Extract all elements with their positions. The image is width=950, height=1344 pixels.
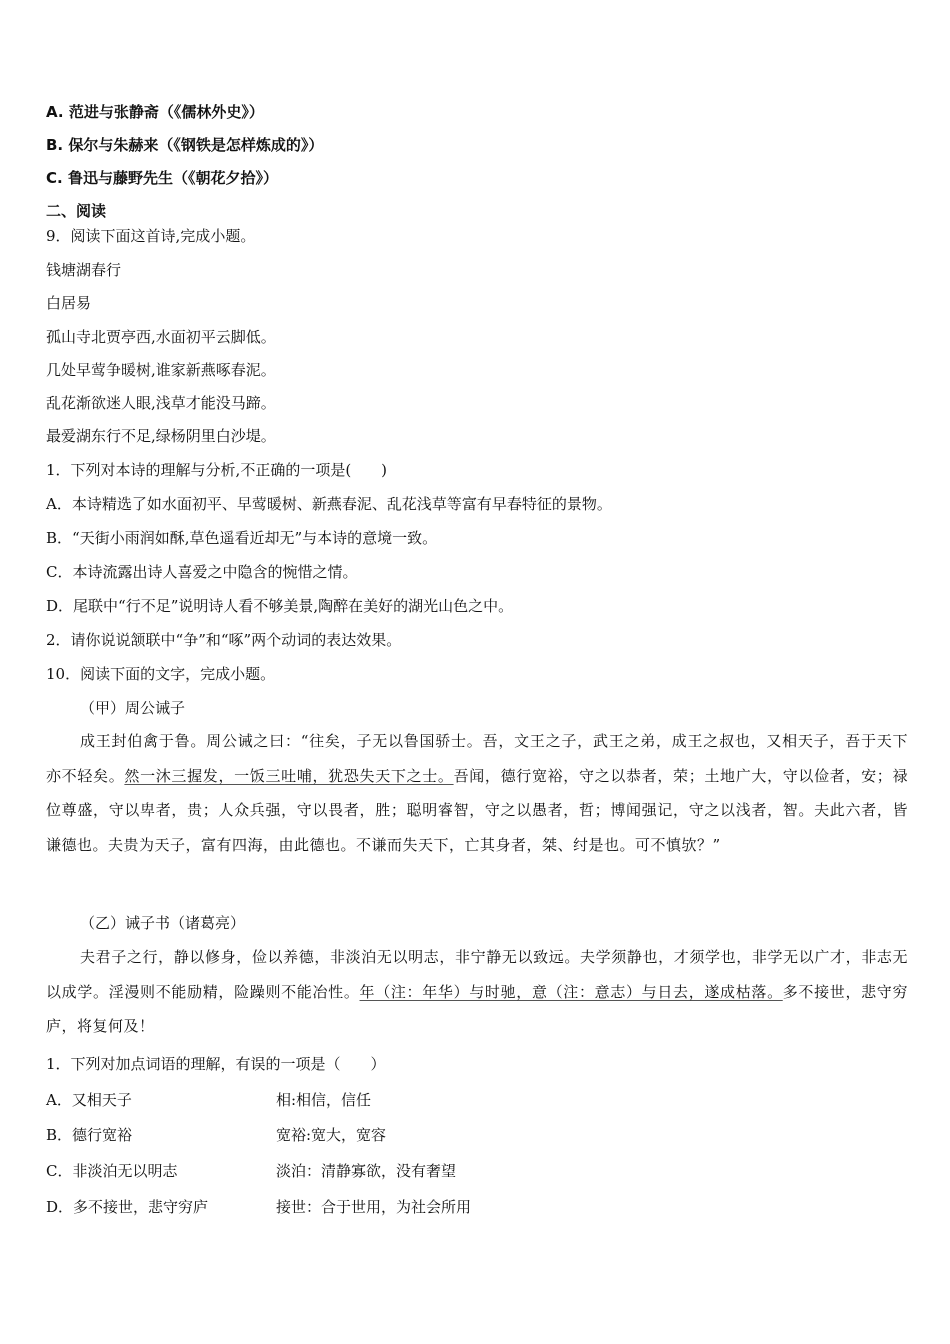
q10-sub1-option-a: [46, 1090, 906, 1110]
option-letter: A.: [46, 103, 64, 121]
poem-line: 几处早莺争暖树,谁家新燕啄春泥。: [46, 361, 276, 379]
passage-b-text-1: 夫君子之行，静以修身，俭以养德，非淡泊无以明志，非宁静无以致远。夫学须静也，才须学也，非学无以广才，非志无以成学。淫漫则不能励精，险躁则不能冶性。: [46, 948, 908, 1001]
passage-a-body: [46, 724, 908, 862]
poem-title: 钱塘湖春行: [46, 261, 122, 279]
option-text: 保尔与朱赫来（《钢铁是怎样炼成的》）: [68, 136, 324, 154]
q9-sub1-option-b: B．“天街小雨润如酥,草色遥看近却无”与本诗的意境一致。: [46, 529, 438, 547]
passage-b-underlined-sentence: 年（注：年华）与时驰，意（注：意志）与日去，遂成枯落。: [359, 982, 783, 1001]
q9-sub1-option-a: A．本诗精选了如水面初平、早莺暖树、新燕春泥、乱花浅草等富有早春特征的景物。: [46, 495, 612, 513]
passage-b-title: （乙）诫子书（诸葛亮）: [80, 914, 246, 932]
option-letter: B.: [46, 136, 64, 154]
poem-line: 孤山寺北贾亭西,水面初平云脚低。: [46, 328, 276, 346]
q10-sub1-option-c: [46, 1161, 906, 1181]
option-explanation: 接世：合于世用，为社会所用: [276, 1198, 472, 1216]
option-letter: C.: [46, 169, 63, 187]
prev-option-a: [46, 102, 264, 122]
q9-prompt: 9．阅读下面这首诗,完成小题。: [46, 227, 256, 245]
poem-author: 白居易: [46, 294, 92, 312]
prev-option-c: [46, 168, 278, 188]
option-explanation: 宽裕:宽大，宽容: [276, 1126, 387, 1144]
passage-b-body: [46, 940, 908, 1044]
option-text: 鲁迅与藤野先生（《朝花夕拾》）: [67, 169, 278, 187]
option-explanation: 相:相信，信任: [276, 1091, 372, 1109]
q10-sub1-option-d: [46, 1197, 906, 1217]
q10-sub1-stem: 1．下列对加点词语的理解，有误的一项是（ ）: [46, 1055, 386, 1073]
option-phrase: C．非淡泊无以明志: [46, 1162, 178, 1180]
q9-sub2-stem: 2．请你说说颔联中“争”和“啄”两个动词的表达效果。: [46, 631, 402, 649]
passage-a-text-2: 吾闻，德行宽裕，守之以恭者，荣；土地广大，守以俭者，安；禄位尊盛，守以卑者，贵；人众兵强，守以畏者，胜；聪明睿智，守之以愚者，哲；博闻强记，守之以浅者，智。夫此六者，皆谦德也。夫贵为天子，富有四海，由此德也。不谦而失天下，亡其身者，桀、纣是也。可不慎欤？”: [46, 766, 908, 854]
passage-a-title: （甲）周公诫子: [80, 699, 186, 717]
option-explanation: 淡泊：清静寡欲，没有奢望: [276, 1162, 457, 1180]
passage-a-underlined-sentence: 然一沐三握发，一饭三吐哺，犹恐失天下之士。: [124, 766, 454, 785]
q10-prompt: 10．阅读下面的文字，完成小题。: [46, 665, 276, 683]
option-phrase: D．多不接世，悲守穷庐: [46, 1198, 209, 1216]
section-heading: 二、阅读: [46, 202, 107, 220]
option-phrase: B．德行宽裕: [46, 1126, 133, 1144]
poem-line: 乱花渐欲迷人眼,浅草才能没马蹄。: [46, 394, 276, 412]
q9-sub1-stem: 1．下列对本诗的理解与分析,不正确的一项是( ): [46, 461, 388, 479]
option-phrase: A．又相天子: [46, 1091, 132, 1109]
prev-option-b: [46, 135, 323, 155]
passage-a-text-1: 成王封伯禽于鲁。周公诫之曰：“往矣，子无以鲁国骄士。吾，文王之子，武王之弟，成王之叔也，又相天子，吾于天下亦不轻矣。: [46, 732, 908, 785]
q9-sub1-option-d: D．尾联中“行不足”说明诗人看不够美景,陶醉在美好的湖光山色之中。: [46, 597, 514, 615]
option-text: 范进与张静斋（《儒林外史》）: [68, 103, 264, 121]
poem-line: 最爱湖东行不足,绿杨阴里白沙堤。: [46, 427, 276, 445]
passage-b-text-2: 多不接世，悲守穷庐，将复何及！: [46, 982, 908, 1035]
q9-sub1-option-c: C．本诗流露出诗人喜爱之中隐含的惋惜之情。: [46, 563, 358, 581]
q10-sub1-option-b: [46, 1125, 906, 1145]
